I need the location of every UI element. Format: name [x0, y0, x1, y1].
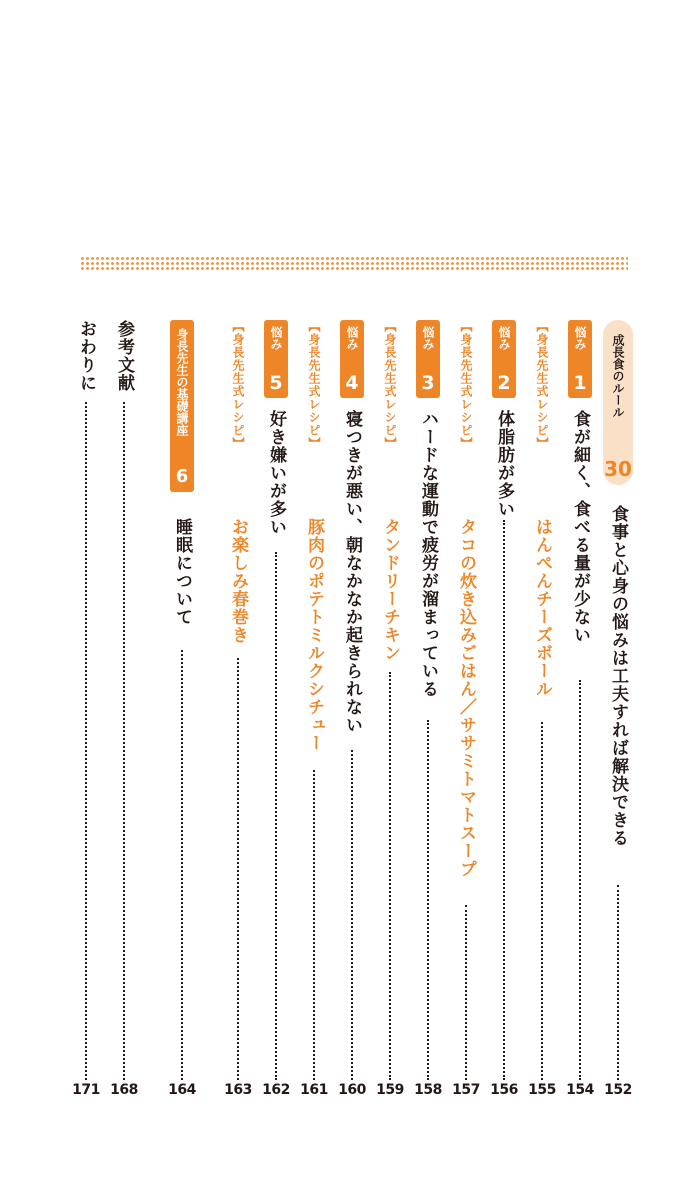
worry-badge: 悩み 2	[492, 320, 516, 398]
entry-title: 豚肉のポテトミルクシチュー	[304, 518, 324, 752]
decorative-dot-band	[80, 256, 628, 272]
page-number: 161	[300, 1082, 328, 1098]
entry-title: 食が細く、食べる量が少ない	[570, 410, 590, 644]
page-number: 171	[72, 1082, 100, 1098]
page-number: 168	[110, 1082, 138, 1098]
toc-entry-worry-1[interactable]	[565, 320, 595, 1100]
leader-dots	[389, 672, 391, 1080]
recipe-label: 【身長先生式レシピ】	[383, 320, 397, 450]
entry-title: タコの炊き込みごはん／ササミトマトスープ	[456, 518, 476, 878]
entry-title: お楽しみ春巻き	[228, 518, 248, 644]
leader-dots	[237, 658, 239, 1080]
entry-title: タンドリーチキン	[380, 518, 400, 662]
toc-entry-recipe-161[interactable]	[299, 320, 329, 1100]
toc-entry-worry-3[interactable]	[413, 320, 443, 1100]
toc-entry-recipe-163[interactable]	[223, 320, 253, 1100]
entry-title: 食事と心身の悩みは工夫すれば解決できる	[608, 505, 628, 847]
leader-dots	[427, 720, 429, 1080]
entry-title: 好き嫌いが多い	[266, 410, 286, 536]
page-number: 160	[338, 1082, 366, 1098]
leader-dots	[123, 402, 125, 1080]
entry-title: ハードな運動で疲労が溜まっている	[418, 410, 438, 698]
leader-dots	[85, 402, 87, 1080]
leader-dots	[579, 680, 581, 1080]
recipe-label: 【身長先生式レシピ】	[535, 320, 549, 450]
toc-entry-rule-30[interactable]	[603, 320, 633, 1100]
toc-entry-afterword[interactable]	[71, 320, 101, 1100]
worry-badge: 悩み 4	[340, 320, 364, 398]
toc-entry-references[interactable]	[109, 320, 139, 1100]
toc-entry-recipe-157[interactable]	[451, 320, 481, 1100]
page-number: 154	[566, 1082, 594, 1098]
toc-entry-recipe-155[interactable]	[527, 320, 557, 1100]
leader-dots	[181, 650, 183, 1080]
entry-title: 寝つきが悪い、朝なかなか起きられない	[342, 410, 362, 734]
lecture-badge: 身長先生の基礎講座 6	[170, 320, 194, 492]
toc-entry-recipe-159[interactable]	[375, 320, 405, 1100]
recipe-label: 【身長先生式レシピ】	[231, 320, 245, 450]
page-number: 163	[224, 1082, 252, 1098]
worry-badge: 悩み 3	[416, 320, 440, 398]
page-number: 158	[414, 1082, 442, 1098]
page-number: 162	[262, 1082, 290, 1098]
rule-badge: 成長食のルール 30	[603, 320, 633, 485]
page-number: 159	[376, 1082, 404, 1098]
page-number: 152	[604, 1082, 632, 1098]
page-number: 156	[490, 1082, 518, 1098]
recipe-label: 【身長先生式レシピ】	[307, 320, 321, 450]
worry-badge: 悩み 5	[264, 320, 288, 398]
entry-title: 体脂肪が多い	[494, 410, 514, 518]
leader-dots	[465, 905, 467, 1080]
leader-dots	[275, 552, 277, 1080]
leader-dots	[541, 722, 543, 1080]
worry-badge: 悩み 1	[568, 320, 592, 398]
page-number: 157	[452, 1082, 480, 1098]
toc-entry-worry-5[interactable]	[261, 320, 291, 1100]
toc-entry-worry-4[interactable]	[337, 320, 367, 1100]
entry-title: おわりに	[76, 320, 96, 392]
recipe-label: 【身長先生式レシピ】	[459, 320, 473, 450]
leader-dots	[617, 885, 619, 1080]
leader-dots	[351, 750, 353, 1080]
page-number: 164	[168, 1082, 196, 1098]
leader-dots	[313, 770, 315, 1080]
entry-title: はんぺんチーズボール	[532, 518, 552, 698]
entry-title: 参考文献	[114, 320, 134, 392]
toc-entry-worry-2[interactable]	[489, 320, 519, 1100]
toc-entry-lecture-6[interactable]	[167, 320, 197, 1100]
entry-title: 睡眠について	[172, 518, 192, 626]
leader-dots	[503, 520, 505, 1080]
page-number: 155	[528, 1082, 556, 1098]
